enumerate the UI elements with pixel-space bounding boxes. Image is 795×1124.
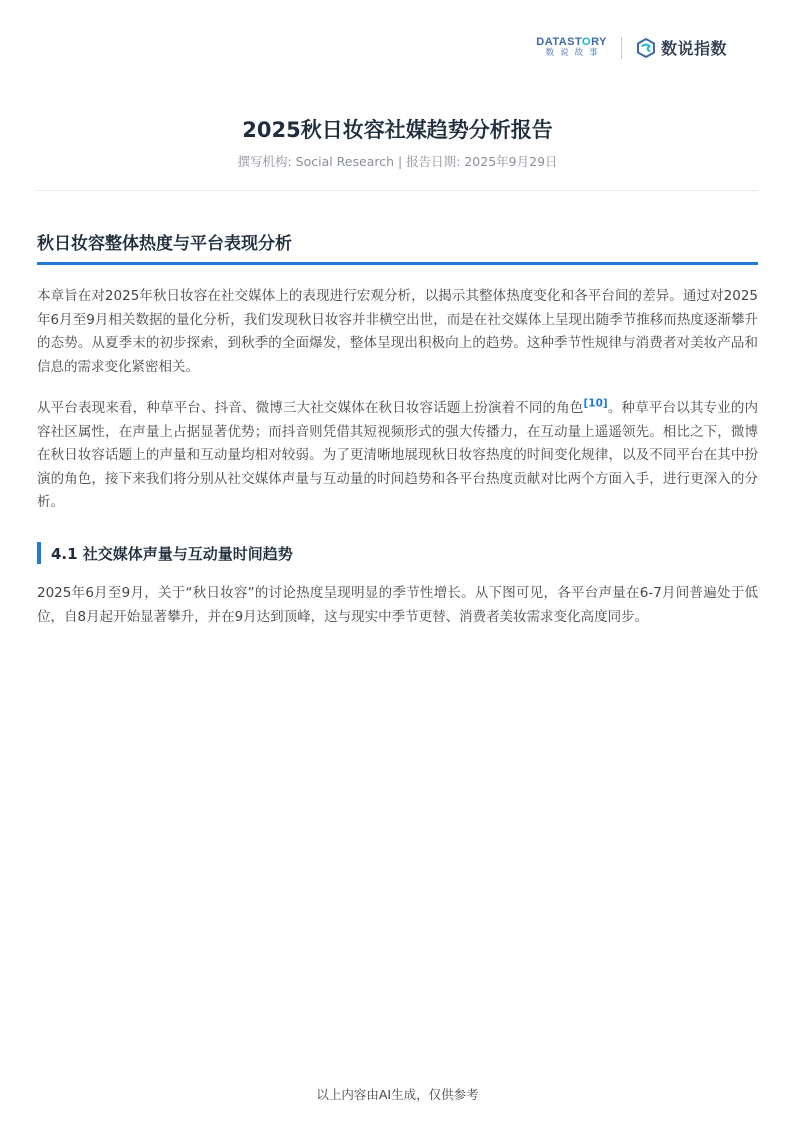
- subsection-heading: [37, 542, 293, 564]
- header-divider: [37, 190, 758, 191]
- brand-name: 数说指数: [660, 39, 727, 58]
- brand-hexagon-icon: [636, 38, 656, 58]
- logo-divider: [621, 37, 622, 59]
- datastory-logo-cn: 数说故事: [545, 48, 604, 58]
- subsection-accent-bar: [37, 542, 41, 564]
- paragraph-2-text-a: 从平台表现来看，种草平台、抖音、微博三大社交媒体在秋日妆容话题上扮演着不同的角色: [37, 400, 584, 416]
- section-paragraph-1: 本章旨在对2025年秋日妆容在社交媒体上的表现进行宏观分析，以揭示其整体热度变化和各平台间的差异。通过对2025年6月至9月相关数据的量化分析，我们发现秋日妆容并非横空出世，而是在社交媒体上呈现出随季节推移而热度逐渐攀升的态势。从夏季末的初步探索，到秋季的全面爆发，整体呈现出积极向上的趋势。这种季节性规律与消费者对美妆产品和信息的需求变化紧密相关。: [37, 288, 758, 375]
- section-paragraph-2: [37, 397, 758, 515]
- paragraph-2-text-b: 。种草平台以其专业的内容社区属性，在声量上占据显著优势；而抖音则凭借其短视频形式的强大传播力，在互动量上遥遥领先。相比之下，微博在秋日妆容话题上的声量和互动量均相对较弱。为了更清晰地展现秋日妆容热度的时间变化规律，以及不同平台在其中扮演的角色，接下来我们将分别从社交媒体声量与互动量的时间趋势和各平台热度贡献对比两个方面入手，进行更深入的分析。: [37, 400, 759, 510]
- subsection-title: 4.1 社交媒体声量与互动量时间趋势: [51, 544, 293, 563]
- datastory-logo-text-left: DATAST: [536, 36, 583, 48]
- datastory-logo-text-right: RY: [591, 36, 607, 48]
- brand-logo: [636, 36, 727, 59]
- subsection-paragraph-1: 2025年6月至9月，关于“秋日妆容”的讨论热度呈现明显的季节性增长。从下图可见，各平台声量在6-7月间普遍处于低位，自8月起开始显著攀升，并在9月达到顶峰，这与现实中季节更替、消费者美妆需求变化高度同步。: [37, 585, 758, 625]
- section-title-underline: [37, 262, 758, 265]
- report-title: 2025秋日妆容社媒趋势分析报告: [242, 118, 553, 142]
- citation-link[interactable]: [10]: [583, 397, 608, 410]
- page-header: [536, 36, 727, 59]
- datastory-logo-text-accent: O: [582, 36, 592, 48]
- section-title: 秋日妆容整体热度与平台表现分析: [37, 234, 292, 254]
- datastory-logo: [536, 36, 607, 59]
- footer-note: 以上内容由AI生成，仅供参考: [316, 1087, 479, 1102]
- report-meta: 撰写机构: Social Research | 报告日期: 2025年9月29日: [237, 154, 558, 169]
